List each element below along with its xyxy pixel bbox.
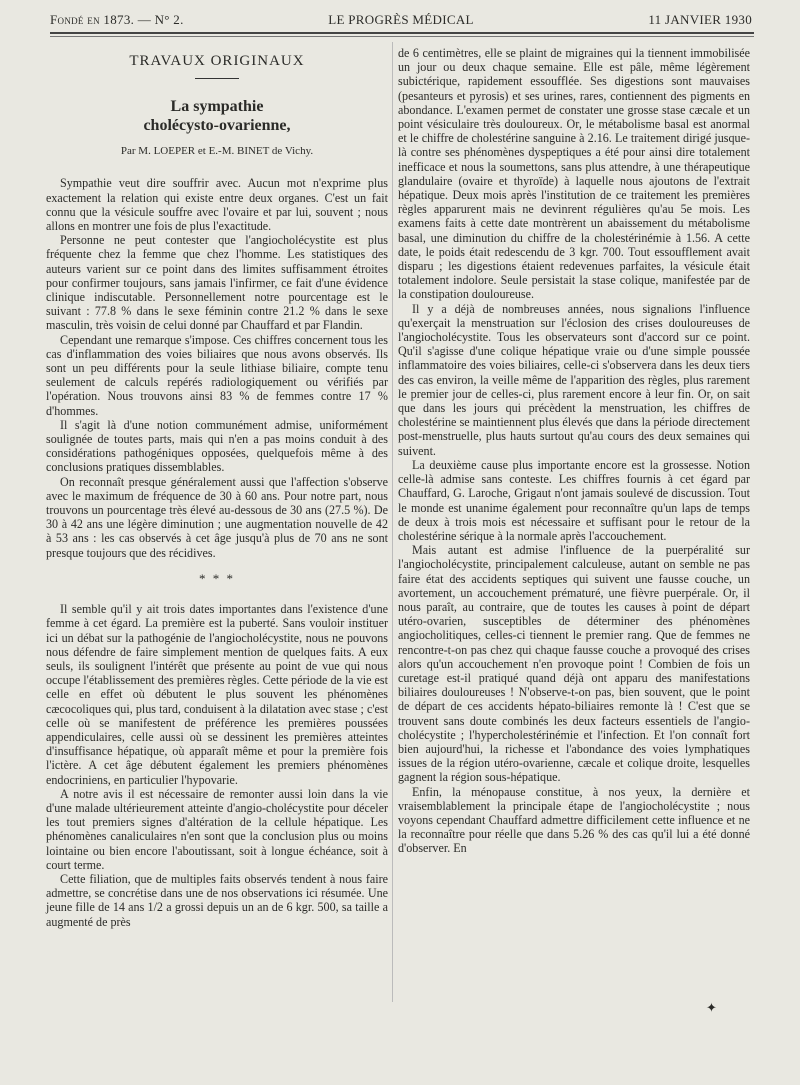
paragraph: Il s'agit là d'une notion communément admise, uniformément soulignée de toutes parts, mais qui n'en a pas moins conduit à des considérations pathogéniques opposées, quelquefois même à des conclusions pratiques dissemblables. xyxy=(46,417,388,475)
article-title-line1: La sympathie xyxy=(170,98,264,116)
paragraph: Personne ne peut contester que l'angiocholécystite est plus fréquente chez la femme que chez l'homme. Les statistiques des auteurs varient sur ce point dans des limites suffisamment étroites pour confirmer toujours, sans jamais l'infirmer, ce fait d'une évidence clinique indiscutable. Personnellement notre pourcentage est le suivant : 77.8 % dans le sexe féminin contre 21.2 % dans le sexe masculin, très voisin de celui donné par Chauffard et par Flandin. xyxy=(46,233,388,333)
continuation-ornament-icon: ✦ xyxy=(706,1000,717,1015)
header-rule-thin xyxy=(50,36,754,37)
section-heading: TRAVAUX ORIGINAUX xyxy=(129,53,305,69)
header-founded: Fondé en 1873. — N° 2. xyxy=(50,12,184,27)
column-divider xyxy=(392,42,393,1002)
paragraph: Il y a déjà de nombreuses années, nous signalions l'influence qu'exerçait la menstruation sur l'éclosion des crises douloureuses de l'angiocholécystite. Tous les observateurs sont d'accord sur ce point. Qu'il s'agisse d'une colique hépatique vraie ou d'une simple poussée inflammatoire des voies biliaires, celle-ci s'observera dans les deux tiers des cas environ, la veille même de l'apparition des règles, plus rarement le premier jour de celles-ci, plus rarement encore à leur fin. Or, on sait que dans les jours qui précèdent la menstruation, les chiffres de cholestérine se maintiennent plus élevés que dans la période directement post-menstruelle, plus hauts surtout qu'au cours des deux semaines qui suivent. xyxy=(398,301,750,458)
paragraph: On reconnaît presque généralement aussi que l'affection s'observe avec le maximum de fréquence de 30 à 60 ans. Pour notre part, nous trouvons un pourcentage très élevé au-dessous de 30 ans (27.5 %). De 30 à 42 ans une légère diminution ; une augmentation nouvelle de 42 à 53 ans : les cas observés à cet âge jusqu'à plus de 70 ans ne sont presque toujours que des récidives. xyxy=(46,474,388,560)
paragraph: Il semble qu'il y ait trois dates importantes dans l'existence d'une femme à cet égard. La première est la puberté. Sans vouloir instituer ici un débat sur la pathogénie de l'angiocholécystite, nous ne pouvons nous défendre de faire simplement mention de quelques faits. A eux seuls, ils soulignent l'intérêt que présente au point de vue qui nous occupe l'établissement des premières règles. Cette période de la vie est celle en effet où débutent le plus souvent les phénomènes cæcocoliques qui, plus tard, conduisent à la dilatation avec stase ; c'est celle où se manifestent de préférence les premières poussées appendiculaires, celle aussi où se dessinent les premières atteintes d'insuffisance hépatique, où apparaît même et pour la première fois l'ictère. A cet âge débutent également les premiers phénomènes endocriniens, en particulier l'hypovarie. xyxy=(46,602,388,787)
left-column xyxy=(46,42,388,929)
paragraph: Enfin, la ménopause constitue, à nos yeux, la dernière et vraisemblablement la principale étape de l'angiocholécystite ; nous voyons cependant Chauffard admettre difficilement cette influence et ne la reconnaître pour réelle que dans 5.26 % des cas qu'il lui a été donné d'observer. En xyxy=(398,784,750,856)
running-header xyxy=(50,12,752,32)
paragraph: Cependant une remarque s'impose. Ces chiffres concernent tous les cas d'inflammation des voies biliaires que nous avons observés. Ils sont un peu différents pour la seule lithiase biliaire, compte tenu seulement de calculs repérés radiologiquement ou vérifiés par l'opération. Nous trouvons ainsi 83 % de femmes contre 17 % d'hommes. xyxy=(46,332,388,418)
article-title-line2: cholécysto-ovarienne, xyxy=(143,117,291,135)
section-break-stars: * * * xyxy=(199,570,235,586)
paragraph: Mais autant est admise l'influence de la puerpéralité sur l'angiocholécystite, principalement calculeuse, autant on semble ne pas faire état des accidents septiques qui suivent une fausse couche, un avortement, un accouchement prématuré, une fièvre puerpérale. Or, il nous paraît, au contraire, que de toutes les causes à point de départ utéro-ovarien, susceptibles de déterminer des phénomènes angiocholitiques, celles-ci tiennent le premier rang. Que de femmes ne rencontre-t-on pas chez qui chaque fausse couche a provoqué des crises alors qu'un accouchement n'en provoque point ! Combien de fois un curetage est-il pratiqué quand déjà ont apparu des manifestations biliaires douloureuses ! N'observe-t-on pas, bien souvent, que le point de départ de ces accidents hépato-biliaires remonte là ! C'est que se trouvent sans doute combinés les deux facteurs essentiels de l'angio-cholécystite ; l'hypercholestérinémie et l'infection. Et l'on connaît fort bien aujourd'hui, la richesse et l'abondance des voies lymphatiques issues de la région utéro-ovarienne, cæcale et colique droite, lesquelles gagnent la région sous-hépatique. xyxy=(398,543,750,785)
issue-date: 11 JANVIER 1930 xyxy=(648,12,752,27)
byline: Par M. LOEPER et E.-M. BINET de Vichy. xyxy=(120,145,314,158)
paragraph: Cette filiation, que de multiples faits observés tendent à nous faire admettre, se concrétise dans une de nos observations ici résumée. Une jeune fille de 14 ans 1/2 a grossi depuis un an de 6 kgr. 500, sa taille a augmenté de près xyxy=(46,871,388,929)
paragraph: A notre avis il est nécessaire de remonter aussi loin dans la vie d'une malade ultérieurement atteinte d'angio-cholécystite pour déceler les tout premiers signes d'altération de la cellule hépatique. Les phénomènes canaliculaires n'en sont que la conclusion plus ou moins lointaine ou bien encore l'aboutissant, soit à longue échéance, soit à court terme. xyxy=(46,786,388,872)
header-rule xyxy=(50,32,754,34)
section-rule xyxy=(195,78,239,79)
paragraph: La deuxième cause plus importante encore est la grossesse. Notion celle-là admise sans conteste. Les chiffres fournis à cet égard par Chauffard, G. Laroche, Grigaut n'ont jamais soulevé de discussion. Tout le monde est unanime également pour reconnaître qu'un laps de temps de deux à trois mois est nécessaire et suffisant pour le retour de la cholestérine sérique à la normale après l'accouchement. xyxy=(398,457,750,543)
journal-title: LE PROGRÈS MÉDICAL xyxy=(328,12,474,27)
paragraph: de 6 centimètres, elle se plaint de migraines qui la tiennent immobilisée un jour ou deux chaque semaine. Elle est pâle, même légèrement subictérique, rapidement essoufflée. Ses digestions sont mauvaises (pesanteurs et pyrosis) et ses urines, rares, contiennent des pigments en abondance. L'examen permet de constater une grosse stase cæcale et un point vésiculaire très douloureux. Or, le métabolisme basal est anormal et le chiffre de cholestérine sanguine à 2.16. Le traitement dirigé jusque-là contre ses phénomènes dyspeptiques a été pour ainsi dire totalement inefficace et nous la soumettons, sans plus attendre, à une thérapeutique glandulaire (ovaire et thyroïde) à laquelle nous ajoutons de l'extrait hépatique. Deux mois après l'institution de ce traitement les premières règles apparurent mais ne devinrent régulières qu'au 5e mois. Les examens faits à cette date montrèrent un abaissement du métabolisme basal, une diminution du chiffre de la cholestérinémie à 1.56. A cette date, le poids était redescendu de 3 kgr. 700. Tout essoufflement avait disparu ; les digestions étaient redevenues parfaites, la vésicule était totalement indolore. Seule persistait la stase colique, manifestée par de la constipation douloureuse. xyxy=(398,46,750,302)
paragraph: Sympathie veut dire souffrir avec. Aucun mot n'exprime plus exactement la relation qui existe entre deux organes. C'est un fait connu que la vésicule souffre avec l'ovaire et par lui, souvent ; nous allons en montrer une fois de plus l'exactitude. xyxy=(46,176,388,234)
right-column xyxy=(398,46,750,856)
